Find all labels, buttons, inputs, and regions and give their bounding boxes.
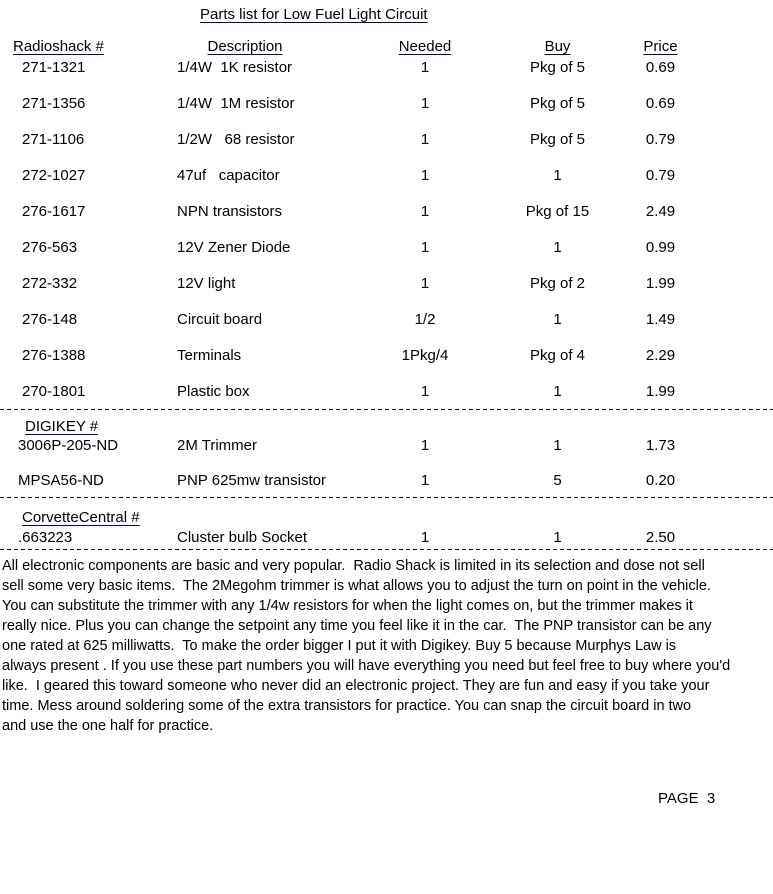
description-cell: 12V Zener Diode [177,239,291,256]
price-cell: 0.79 [645,167,676,184]
table-row [0,94,773,114]
table-row [0,436,773,456]
price-cell: 2.50 [645,529,676,546]
table-row [0,202,773,222]
buy-cell: 1 [553,167,562,184]
buy-cell: 1 [553,383,562,400]
description-cell: NPN transistors [177,203,283,220]
notes-line: one rated at 625 milliwatts. To make the order bigger I put it with Digikey. Buy 5 because Murphys Law is [2,638,677,654]
notes-line: and use the one half for practice. [2,718,214,734]
description-cell: PNP 625mw transistor [177,472,326,489]
needed-cell: 1 [420,95,430,112]
table-row [0,310,773,330]
dashed-divider [0,549,773,550]
buy-cell: Pkg of 4 [529,347,586,364]
dashed-divider [0,409,773,410]
price-cell: 0.69 [645,95,676,112]
table-row [0,382,773,402]
part-number-cell: 272-1027 [22,167,86,184]
part-number-cell: 270-1801 [22,383,86,400]
part-number-cell: 271-1106 [22,131,85,148]
notes-line: You can substitute the trimmer with any 1/4w resistors for when the light comes on, but the trimmer makes it [2,598,693,614]
table-row [0,274,773,294]
needed-cell: 1 [420,131,430,148]
notes-line: sell some very basic items. The 2Megohm trimmer is what allows you to adjust the turn on point in the vehicle. [2,578,711,594]
buy-cell: Pkg of 2 [529,275,586,292]
notes-line: time. Mess around soldering some of the extra transistors for practice. You can snap the circuit board in two [2,698,692,714]
part-number-cell: MPSA56-ND [18,472,104,489]
page-title: Parts list for Low Fuel Light Circuit [200,6,428,23]
part-number-cell: .663223 [18,529,73,546]
description-cell: Plastic box [177,383,250,400]
part-number-cell: 272-332 [22,275,78,292]
column-header-needed: Needed [398,38,452,55]
price-cell: 1.99 [645,383,676,400]
description-cell: Circuit board [177,311,263,328]
part-number-cell: 3006P-205-ND [18,437,119,454]
description-cell: 2M Trimmer [177,437,257,454]
buy-cell: 5 [553,472,562,489]
needed-cell: 1 [420,167,430,184]
table-row [0,471,773,491]
price-cell: 1.73 [645,437,676,454]
buy-cell: 1 [553,529,562,546]
needed-cell: 1 [420,239,430,256]
column-header-radioshack: Radioshack # [13,38,104,55]
buy-cell: Pkg of 15 [525,203,590,220]
table-row [0,58,773,78]
description-cell: 12V light [177,275,236,292]
description-cell: 1/4W 1M resistor [177,95,295,112]
table-header-row [0,37,773,57]
needed-cell: 1 [420,472,430,489]
buy-cell: Pkg of 5 [529,131,586,148]
description-cell: 1/4W 1K resistor [177,59,293,76]
price-cell: 1.49 [645,311,676,328]
price-cell: 0.69 [645,59,676,76]
price-cell: 2.49 [645,203,676,220]
needed-cell: 1 [420,383,430,400]
needed-cell: 1Pkg/4 [401,347,449,364]
table-row [0,528,773,548]
description-cell: Cluster bulb Socket [177,529,308,546]
description-cell: 47uf capacitor [177,167,280,184]
notes-line: always present . If you use these part numbers you will have everything you need but feel free to buy where you'd [2,658,731,674]
price-cell: 0.99 [645,239,676,256]
table-row [0,166,773,186]
table-row [0,238,773,258]
needed-cell: 1/2 [414,311,436,328]
buy-cell: 1 [553,311,562,328]
table-row [0,130,773,150]
needed-cell: 1 [420,203,430,220]
column-header-price: Price [643,38,678,55]
part-number-cell: 276-563 [22,239,78,256]
buy-cell: Pkg of 5 [529,95,586,112]
part-number-cell: 276-1388 [22,347,86,364]
notes-paragraph [2,556,772,736]
section-label-corvettecentral: CorvetteCentral # [22,509,140,526]
section-label-digikey: DIGIKEY # [25,418,99,435]
needed-cell: 1 [420,437,430,454]
needed-cell: 1 [420,529,430,546]
notes-line: like. I geared this toward someone who never did an electronic project. They are fun and easy if you take your [2,678,710,694]
table-row [0,346,773,366]
price-cell: 0.20 [645,472,676,489]
page-number: PAGE 3 [658,790,716,807]
needed-cell: 1 [420,59,430,76]
buy-cell: 1 [553,239,562,256]
buy-cell: 1 [553,437,562,454]
description-cell: 1/2W 68 resistor [177,131,295,148]
price-cell: 1.99 [645,275,676,292]
notes-line: All electronic components are basic and very popular. Radio Shack is limited in its selection and dose not sell [2,558,705,574]
part-number-cell: 271-1321 [22,59,86,76]
buy-cell: Pkg of 5 [529,59,586,76]
price-cell: 2.29 [645,347,676,364]
needed-cell: 1 [420,275,430,292]
column-header-description: Description [207,38,283,55]
dashed-divider [0,497,773,498]
description-cell: Terminals [177,347,242,364]
column-header-buy: Buy [544,38,571,55]
price-cell: 0.79 [645,131,676,148]
part-number-cell: 276-1617 [22,203,86,220]
part-number-cell: 276-148 [22,311,78,328]
part-number-cell: 271-1356 [22,95,86,112]
notes-line: really nice. Plus you can change the setpoint any time you feel like it in the car. The PNP transistor can be any [2,618,712,634]
